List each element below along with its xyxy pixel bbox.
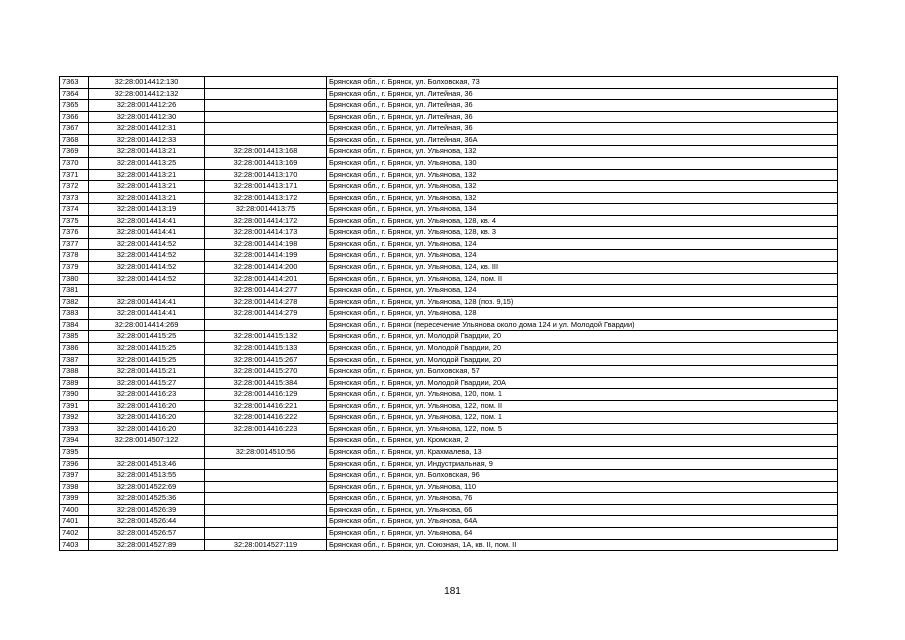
building-cadastral-number-cell: [205, 516, 327, 528]
cadastral-number-cell: 32:28:0014413:21: [89, 146, 205, 158]
row-number-cell: 7383: [60, 308, 89, 320]
cadastral-number-cell: 32:28:0014412:30: [89, 111, 205, 123]
building-cadastral-number-cell: 32:28:0014414:199: [205, 250, 327, 262]
table-row: [60, 504, 838, 516]
address-cell: Брянская обл., г. Брянск, ул. Болховская, 96: [327, 470, 838, 482]
address-cell: Брянская обл., г. Брянск, ул. Литейная, 36А: [327, 134, 838, 146]
building-cadastral-number-cell: 32:28:0014413:172: [205, 192, 327, 204]
table-row: [60, 100, 838, 112]
cadastral-number-cell: 32:28:0014414:52: [89, 262, 205, 274]
row-number-cell: 7374: [60, 204, 89, 216]
row-number-cell: 7386: [60, 342, 89, 354]
row-number-cell: 7389: [60, 377, 89, 389]
row-number-cell: 7392: [60, 412, 89, 424]
cadastral-number-cell: 32:28:0014412:130: [89, 77, 205, 89]
cadastral-number-cell: 32:28:0014413:21: [89, 169, 205, 181]
building-cadastral-number-cell: 32:28:0014415:132: [205, 331, 327, 343]
table-row: [60, 285, 838, 297]
row-number-cell: 7378: [60, 250, 89, 262]
row-number-cell: 7396: [60, 458, 89, 470]
table-row: [60, 389, 838, 401]
building-cadastral-number-cell: 32:28:0014415:270: [205, 366, 327, 378]
table-row: [60, 354, 838, 366]
address-cell: Брянская обл., г. Брянск, ул. Литейная, 36: [327, 123, 838, 135]
table-row: [60, 215, 838, 227]
building-cadastral-number-cell: 32:28:0014414:198: [205, 238, 327, 250]
address-cell: Брянская обл., г. Брянск (пересечение Ульянова около дома 124 и ул. Молодой Гвардии): [327, 319, 838, 331]
table-row: [60, 458, 838, 470]
address-cell: Брянская обл., г. Брянск, ул. Крахмалева, 13: [327, 447, 838, 459]
row-number-cell: 7403: [60, 539, 89, 551]
row-number-cell: 7382: [60, 296, 89, 308]
building-cadastral-number-cell: 32:28:0014413:171: [205, 181, 327, 193]
table-row: [60, 88, 838, 100]
row-number-cell: 7363: [60, 77, 89, 89]
building-cadastral-number-cell: [205, 493, 327, 505]
row-number-cell: 7399: [60, 493, 89, 505]
address-cell: Брянская обл., г. Брянск, ул. Молодой Гвардии, 20: [327, 331, 838, 343]
row-number-cell: 7375: [60, 215, 89, 227]
cadastral-number-cell: 32:28:0014412:26: [89, 100, 205, 112]
building-cadastral-number-cell: [205, 481, 327, 493]
row-number-cell: 7368: [60, 134, 89, 146]
address-cell: Брянская обл., г. Брянск, ул. Ульянова, 128, кв. 4: [327, 215, 838, 227]
cadastral-number-cell: 32:28:0014415:27: [89, 377, 205, 389]
cadastral-number-cell: 32:28:0014414:41: [89, 215, 205, 227]
row-number-cell: 7394: [60, 435, 89, 447]
address-cell: Брянская обл., г. Брянск, ул. Молодой Гвардии, 20: [327, 342, 838, 354]
row-number-cell: 7367: [60, 123, 89, 135]
table-row: [60, 527, 838, 539]
address-cell: Брянская обл., г. Брянск, ул. Болховская, 57: [327, 366, 838, 378]
address-cell: Брянская обл., г. Брянск, ул. Ульянова, 134: [327, 204, 838, 216]
table-row: [60, 516, 838, 528]
building-cadastral-number-cell: [205, 123, 327, 135]
cadastral-number-cell: [89, 285, 205, 297]
table-row: [60, 134, 838, 146]
row-number-cell: 7381: [60, 285, 89, 297]
table-row: [60, 181, 838, 193]
table-row: [60, 493, 838, 505]
cadastral-number-cell: 32:28:0014415:25: [89, 331, 205, 343]
table-row: [60, 319, 838, 331]
address-cell: Брянская обл., г. Брянск, ул. Ульянова, 64: [327, 527, 838, 539]
cadastral-number-cell: 32:28:0014414:52: [89, 238, 205, 250]
address-cell: Брянская обл., г. Брянск, ул. Ульянова, 64А: [327, 516, 838, 528]
address-cell: Брянская обл., г. Брянск, ул. Ульянова, 66: [327, 504, 838, 516]
address-cell: Брянская обл., г. Брянск, ул. Ульянова, 132: [327, 192, 838, 204]
cadastral-number-cell: 32:28:0014412:31: [89, 123, 205, 135]
row-number-cell: 7400: [60, 504, 89, 516]
cadastral-number-cell: 32:28:0014414:52: [89, 250, 205, 262]
cadastral-number-cell: 32:28:0014525:36: [89, 493, 205, 505]
address-cell: Брянская обл., г. Брянск, ул. Ульянова, 132: [327, 146, 838, 158]
address-cell: Брянская обл., г. Брянск, ул. Ульянова, 120, пом. 1: [327, 389, 838, 401]
row-number-cell: 7385: [60, 331, 89, 343]
building-cadastral-number-cell: 32:28:0014413:168: [205, 146, 327, 158]
cadastral-number-cell: 32:28:0014413:19: [89, 204, 205, 216]
address-cell: Брянская обл., г. Брянск, ул. Литейная, 36: [327, 111, 838, 123]
building-cadastral-number-cell: 32:28:0014414:201: [205, 273, 327, 285]
row-number-cell: 7377: [60, 238, 89, 250]
table-row: [60, 296, 838, 308]
table-row: [60, 250, 838, 262]
table-row: [60, 481, 838, 493]
address-cell: Брянская обл., г. Брянск, ул. Ульянова, 124, пом. II: [327, 273, 838, 285]
cadastral-number-cell: 32:28:0014414:41: [89, 227, 205, 239]
address-cell: Брянская обл., г. Брянск, ул. Ульянова, 124, кв. III: [327, 262, 838, 274]
table-row: [60, 377, 838, 389]
table-row: [60, 238, 838, 250]
registry-table-body: [60, 77, 838, 551]
cadastral-number-cell: 32:28:0014414:41: [89, 308, 205, 320]
table-row: [60, 435, 838, 447]
building-cadastral-number-cell: [205, 319, 327, 331]
address-cell: Брянская обл., г. Брянск, ул. Ульянова, 122, пом. 1: [327, 412, 838, 424]
row-number-cell: 7388: [60, 366, 89, 378]
address-cell: Брянская обл., г. Брянск, ул. Молодой Гвардии, 20: [327, 354, 838, 366]
row-number-cell: 7397: [60, 470, 89, 482]
building-cadastral-number-cell: [205, 134, 327, 146]
row-number-cell: 7384: [60, 319, 89, 331]
building-cadastral-number-cell: 32:28:0014510:56: [205, 447, 327, 459]
address-cell: Брянская обл., г. Брянск, ул. Ульянова, 122, пом. II: [327, 400, 838, 412]
table-row: [60, 447, 838, 459]
table-row: [60, 366, 838, 378]
table-row: [60, 470, 838, 482]
address-cell: Брянская обл., г. Брянск, ул. Литейная, 36: [327, 88, 838, 100]
row-number-cell: 7395: [60, 447, 89, 459]
address-cell: Брянская обл., г. Брянск, ул. Ульянова, 124: [327, 238, 838, 250]
cadastral-number-cell: 32:28:0014414:41: [89, 296, 205, 308]
cadastral-number-cell: 32:28:0014526:57: [89, 527, 205, 539]
address-cell: Брянская обл., г. Брянск, ул. Ульянова, 128, кв. 3: [327, 227, 838, 239]
row-number-cell: 7364: [60, 88, 89, 100]
table-row: [60, 77, 838, 89]
cadastral-number-cell: 32:28:0014415:25: [89, 354, 205, 366]
row-number-cell: 7373: [60, 192, 89, 204]
building-cadastral-number-cell: 32:28:0014415:267: [205, 354, 327, 366]
table-row: [60, 123, 838, 135]
table-row: [60, 423, 838, 435]
cadastral-number-cell: 32:28:0014414:52: [89, 273, 205, 285]
cadastral-number-cell: 32:28:0014415:25: [89, 342, 205, 354]
building-cadastral-number-cell: [205, 458, 327, 470]
table-row: [60, 400, 838, 412]
table-row: [60, 539, 838, 551]
cadastral-number-cell: 32:28:0014513:46: [89, 458, 205, 470]
building-cadastral-number-cell: 32:28:0014527:119: [205, 539, 327, 551]
cadastral-number-cell: 32:28:0014413:21: [89, 181, 205, 193]
address-cell: Брянская обл., г. Брянск, ул. Молодой Гвардии, 20А: [327, 377, 838, 389]
building-cadastral-number-cell: 32:28:0014414:278: [205, 296, 327, 308]
row-number-cell: 7398: [60, 481, 89, 493]
address-cell: Брянская обл., г. Брянск, ул. Индустриальная, 9: [327, 458, 838, 470]
table-row: [60, 146, 838, 158]
row-number-cell: 7369: [60, 146, 89, 158]
table-row: [60, 262, 838, 274]
row-number-cell: 7391: [60, 400, 89, 412]
cadastral-number-cell: 32:28:0014526:44: [89, 516, 205, 528]
cadastral-number-cell: 32:28:0014414:269: [89, 319, 205, 331]
address-cell: Брянская обл., г. Брянск, ул. Ульянова, 122, пом. 5: [327, 423, 838, 435]
building-cadastral-number-cell: 32:28:0014413:170: [205, 169, 327, 181]
address-cell: Брянская обл., г. Брянск, ул. Ульянова, 76: [327, 493, 838, 505]
table-row: [60, 157, 838, 169]
cadastral-number-cell: 32:28:0014416:20: [89, 412, 205, 424]
building-cadastral-number-cell: [205, 100, 327, 112]
address-cell: Брянская обл., г. Брянск, ул. Ульянова, 132: [327, 181, 838, 193]
building-cadastral-number-cell: 32:28:0014416:129: [205, 389, 327, 401]
row-number-cell: 7366: [60, 111, 89, 123]
row-number-cell: 7371: [60, 169, 89, 181]
row-number-cell: 7365: [60, 100, 89, 112]
building-cadastral-number-cell: 32:28:0014413:75: [205, 204, 327, 216]
building-cadastral-number-cell: 32:28:0014415:133: [205, 342, 327, 354]
building-cadastral-number-cell: [205, 111, 327, 123]
building-cadastral-number-cell: [205, 88, 327, 100]
table-row: [60, 412, 838, 424]
table-row: [60, 227, 838, 239]
building-cadastral-number-cell: 32:28:0014416:221: [205, 400, 327, 412]
address-cell: Брянская обл., г. Брянск, ул. Болховская, 73: [327, 77, 838, 89]
address-cell: Брянская обл., г. Брянск, ул. Ульянова, 132: [327, 169, 838, 181]
building-cadastral-number-cell: [205, 77, 327, 89]
row-number-cell: 7379: [60, 262, 89, 274]
table-row: [60, 331, 838, 343]
row-number-cell: 7387: [60, 354, 89, 366]
building-cadastral-number-cell: 32:28:0014414:277: [205, 285, 327, 297]
cadastral-number-cell: 32:28:0014413:21: [89, 192, 205, 204]
cadastral-number-cell: 32:28:0014527:89: [89, 539, 205, 551]
cadastral-number-cell: 32:28:0014526:39: [89, 504, 205, 516]
row-number-cell: 7401: [60, 516, 89, 528]
cadastral-number-cell: 32:28:0014416:20: [89, 423, 205, 435]
building-cadastral-number-cell: 32:28:0014416:222: [205, 412, 327, 424]
cadastral-number-cell: 32:28:0014416:23: [89, 389, 205, 401]
table-row: [60, 342, 838, 354]
address-cell: Брянская обл., г. Брянск, ул. Ульянова, 124: [327, 285, 838, 297]
building-cadastral-number-cell: [205, 527, 327, 539]
address-cell: Брянская обл., г. Брянск, ул. Союзная, 1А, кв. II, пом. II: [327, 539, 838, 551]
building-cadastral-number-cell: 32:28:0014414:279: [205, 308, 327, 320]
cadastral-number-cell: 32:28:0014513:55: [89, 470, 205, 482]
building-cadastral-number-cell: 32:28:0014413:169: [205, 157, 327, 169]
cadastral-number-cell: 32:28:0014413:25: [89, 157, 205, 169]
table-row: [60, 204, 838, 216]
address-cell: Брянская обл., г. Брянск, ул. Ульянова, 124: [327, 250, 838, 262]
table-row: [60, 308, 838, 320]
building-cadastral-number-cell: 32:28:0014415:384: [205, 377, 327, 389]
row-number-cell: 7376: [60, 227, 89, 239]
cadastral-number-cell: [89, 447, 205, 459]
row-number-cell: 7370: [60, 157, 89, 169]
address-cell: Брянская обл., г. Брянск, ул. Ульянова, 130: [327, 157, 838, 169]
row-number-cell: 7372: [60, 181, 89, 193]
cadastral-number-cell: 32:28:0014415:21: [89, 366, 205, 378]
address-cell: Брянская обл., г. Брянск, ул. Литейная, 36: [327, 100, 838, 112]
row-number-cell: 7402: [60, 527, 89, 539]
table-row: [60, 192, 838, 204]
row-number-cell: 7380: [60, 273, 89, 285]
cadastral-number-cell: 32:28:0014412:132: [89, 88, 205, 100]
table-row: [60, 111, 838, 123]
address-cell: Брянская обл., г. Брянск, ул. Ульянова, 128: [327, 308, 838, 320]
address-cell: Брянская обл., г. Брянск, ул. Ульянова, 128 (поз. 9,15): [327, 296, 838, 308]
cadastral-number-cell: 32:28:0014507:122: [89, 435, 205, 447]
cadastral-number-cell: 32:28:0014412:33: [89, 134, 205, 146]
building-cadastral-number-cell: 32:28:0014416:223: [205, 423, 327, 435]
page-number: 181: [444, 586, 461, 597]
table-row: [60, 169, 838, 181]
registry-table: [59, 76, 838, 551]
address-cell: Брянская обл., г. Брянск, ул. Ульянова, 110: [327, 481, 838, 493]
building-cadastral-number-cell: 32:28:0014414:200: [205, 262, 327, 274]
building-cadastral-number-cell: 32:28:0014414:172: [205, 215, 327, 227]
building-cadastral-number-cell: [205, 435, 327, 447]
row-number-cell: 7393: [60, 423, 89, 435]
building-cadastral-number-cell: 32:28:0014414:173: [205, 227, 327, 239]
address-cell: Брянская обл., г. Брянск, ул. Кромская, 2: [327, 435, 838, 447]
table-row: [60, 273, 838, 285]
cadastral-number-cell: 32:28:0014416:20: [89, 400, 205, 412]
building-cadastral-number-cell: [205, 470, 327, 482]
cadastral-number-cell: 32:28:0014522:69: [89, 481, 205, 493]
building-cadastral-number-cell: [205, 504, 327, 516]
row-number-cell: 7390: [60, 389, 89, 401]
